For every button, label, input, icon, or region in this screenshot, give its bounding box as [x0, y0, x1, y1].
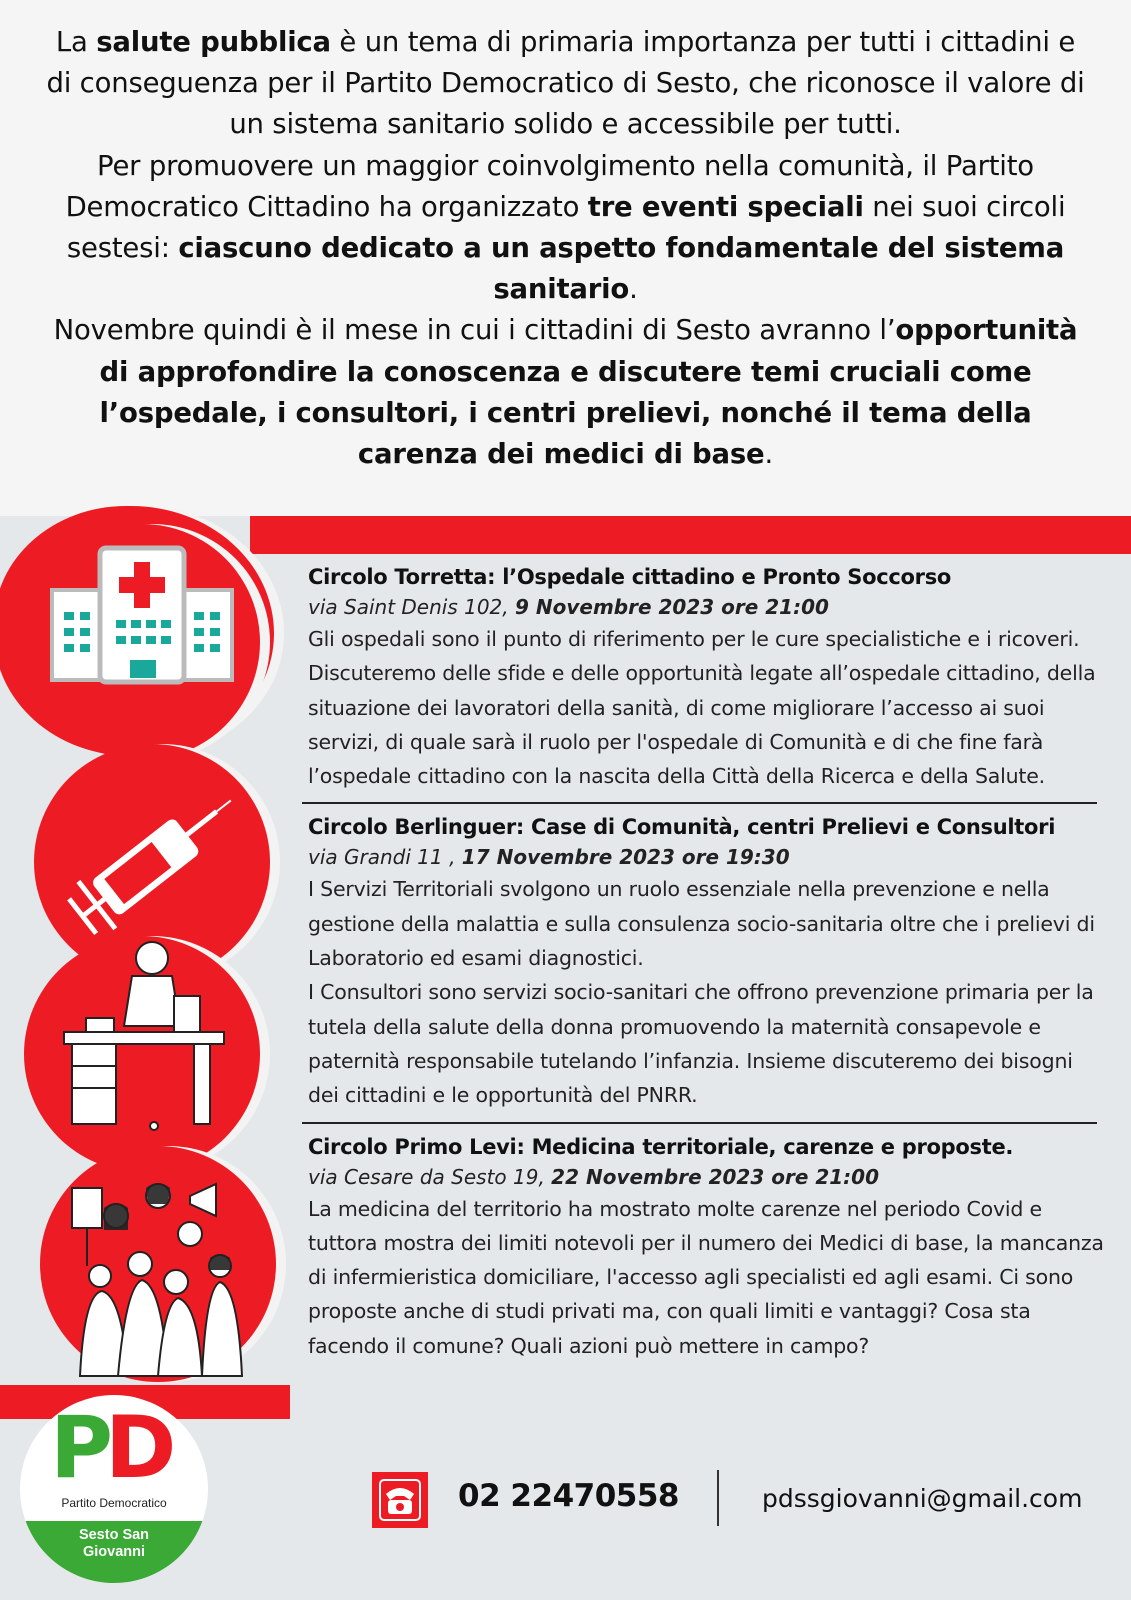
- pd-logo: [20, 1395, 208, 1583]
- event-place: via Cesare da Sesto 19,: [308, 1164, 552, 1189]
- event-description: I Consultori sono servizi socio-sanitari che offrono prevenzione primaria per la tutela della salute della donna promuovendo la maternità consapevole e paternità responsabile tutelando l’infanzia. Insieme discuteremo dei bisogni dei cittadini e le opportunità del PNRR.: [308, 980, 1094, 1108]
- intro-highlight: tre eventi speciali: [587, 190, 864, 223]
- event-meta: [308, 842, 1108, 872]
- event-title: Circolo Torretta: l’Ospedale cittadino e Pronto Soccorso: [308, 565, 952, 589]
- doctor-circle: [24, 936, 260, 1172]
- red-bar-top: [250, 516, 1131, 554]
- contact-divider: [717, 1470, 719, 1526]
- intro-highlight: ciascuno dedicato a un aspetto fondamentale del sistema sanitario: [178, 232, 1065, 306]
- events-list: [308, 562, 1108, 1363]
- event-divider: [302, 1122, 1097, 1124]
- phone-icon: [372, 1472, 428, 1528]
- event-item: [308, 812, 1108, 1112]
- event-item: [308, 562, 1108, 793]
- event-item: [308, 1132, 1108, 1363]
- logo-city-line: Sesto San: [78, 1527, 150, 1543]
- logo-city: [20, 1527, 208, 1561]
- logo-letter-p: P: [50, 1398, 106, 1498]
- intro-text-part: .: [764, 438, 774, 471]
- event-place: via Grandi 11 ,: [308, 845, 462, 870]
- event-meta: [308, 592, 1108, 622]
- intro-text-part: Per promuovere un maggior coinvolgimento nella comunità, il Partito Democratico Cittadino ha organizzato: [65, 149, 1034, 223]
- intro-text-part: La: [55, 26, 97, 58]
- event-description: I Servizi Territoriali svolgono un ruolo essenziale nella prevenzione e nella gestione della malattia e sulla consulenza socio-sanitaria oltre che i prelievi di Laboratorio ed esami diagnostici.: [308, 877, 1095, 971]
- intro-text-part: .: [629, 273, 638, 306]
- doctor-icon: [24, 936, 260, 1172]
- hospital-circle: [24, 524, 260, 760]
- intro-highlight: opportunità di approfondire la conoscenza e discutere temi cruciali come l’ospedale, i consultori, i centri prelievi, nonché il tema della carenza dei medici di base: [99, 314, 1078, 471]
- email-address[interactable]: pdssgiovanni@gmail.com: [762, 1484, 1083, 1513]
- event-meta: [308, 1162, 1108, 1192]
- hospital-icon: [24, 524, 260, 760]
- intro-text-part: nei suoi circoli sestesi:: [66, 190, 1066, 265]
- logo-subtitle: Partito Democratico: [61, 1496, 167, 1510]
- event-place: via Saint Denis 102,: [308, 595, 515, 619]
- logo-letter-d: D: [105, 1398, 169, 1498]
- intro-highlight: salute pubblica: [96, 26, 331, 58]
- event-description: Gli ospedali sono il punto di riferimento per le cure specialistiche e i ricoveri. Discuteremo delle sfide e delle opportunità legate all’ospedale cittadino, della situazione dei lavoratori della sanità, di come migliorare l’accesso ai suoi servizi, di quale sarà il ruolo per l'ospedale di Comunità e di che fine farà l’ospedale cittadino con la nascita della Città della Ricerca e della Salute.: [308, 627, 1096, 789]
- event-title: Circolo Berlinguer: Case di Comunità, centri Prelievi e Consultori: [308, 815, 1056, 840]
- crowd-icon: [40, 1146, 276, 1382]
- logo-city-line: Giovanni: [82, 1544, 146, 1560]
- event-date: 9 Novembre 2023 ore 21:00: [515, 595, 829, 619]
- intro-text-part: è un tema di primaria importanza per tutti i cittadini e di conseguenza per il Partito Democratico di Sesto, che riconosce il valore di un sistema sanitario solido e accessibile per tutti.: [46, 26, 1085, 141]
- icon-column: [0, 516, 300, 1416]
- event-description: La medicina del territorio ha mostrato molte carenze nel periodo Covid e tuttora mostra dei limiti notevoli per il numero dei Medici di base, la mancanza di infermieristica domiciliare, l'accesso agli specialisti ed agli esami. Ci sono proposte anche di studi privati ma, con quali limiti e vantaggi? Cosa sta facendo il comune? Quali azioni può mettere in campo?: [308, 1196, 1104, 1358]
- intro-text: [40, 22, 1091, 475]
- crowd-circle: [40, 1146, 276, 1382]
- event-title: Circolo Primo Levi: Medicina territoriale, carenze e proposte.: [308, 1134, 1014, 1159]
- event-date: 22 Novembre 2023 ore 21:00: [551, 1164, 880, 1189]
- phone-number[interactable]: 02 22470558: [458, 1478, 679, 1514]
- event-date: 17 Novembre 2023 ore 19:30: [461, 845, 790, 870]
- intro-text-part: Novembre quindi è il mese in cui i cittadini di Sesto avranno l’: [53, 314, 896, 347]
- event-divider: [302, 802, 1097, 804]
- logo-letters: [50, 1398, 169, 1498]
